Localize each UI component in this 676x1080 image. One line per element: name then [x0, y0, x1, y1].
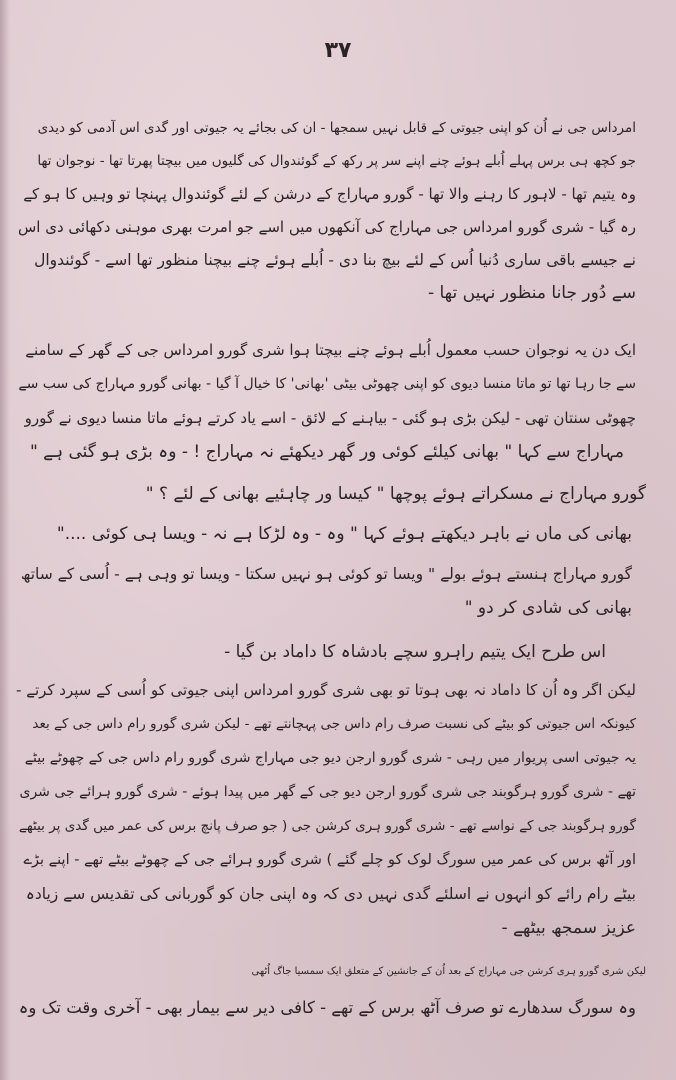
text-line-15: اس طرح ایک یتیم راہرو سچے بادشاہ کا داماد بن گیا - [224, 642, 606, 662]
text-line-23: عزیز سمجھ بیٹھے - [501, 918, 636, 938]
text-line-25: وہ سورگ سدھارے تو صرف آٹھ برس کے تھے - کافی دیر سے بیمار بھی - آخری وقت تک وہ [18, 998, 636, 1017]
text-line-14: بھانی کی شادی کر دو " [464, 598, 632, 618]
text-line-2: جو کچھ ہی برس پہلے اُبلے ہوئے چنے اپنے سر پر رکھ کے گوئندوال کی گلیوں میں بیچتا پھرتا تھا - نوجوان تھا [37, 153, 636, 169]
text-line-4: رہ گیا - شری گورو امرداس جی مہاراج کی آنکھوں میں اسے جو امرت بھری موہنی دکھائی دی اس [17, 218, 636, 236]
text-line-18: یہ جیوتی اسی پریوار میں رہی - شری گورو ارجن دیو جی مہاراج شری گورو رام داس جی کے چھوٹے بیٹے [24, 750, 636, 766]
page-number: ۳۷ [324, 38, 352, 63]
page-binding-edge [0, 0, 10, 1080]
text-line-20: گورو ہرگوبند جی کے نواسے تھے - شری گورو ہری کرشن جی ( جو صرف پانچ برس کی عمر میں گدی پر بیٹھے [18, 818, 636, 834]
text-line-19: تھے - شری گورو ہرگوبند جی شری گورو ارجن دیو جی کے گھر میں پیدا ہوئے - شری گورو ہرائے جی شری [19, 784, 636, 800]
text-line-10: مہاراج سے کہا " بھانی کیلئے کوئی ور گھر دیکھئے نہ مہاراج ! - وہ بڑی ہو گئی ہے " [29, 442, 624, 462]
text-line-7: ایک دن یہ نوجوان حسب معمول اُبلے ہوئے چنے بیچتا ہوا شری گورو امرداس جی کے گھر کے سامنے [25, 341, 636, 359]
text-line-8: سے جا رہا تھا تو ماتا منسا دیوی کو اپنی چھوٹی بیٹی 'بھانی' کا خیال آ گیا - بھانی گورو مہاراج کی سب سے [18, 376, 636, 392]
text-line-3: وہ یتیم تھا - لاہور کا رہنے والا تھا - گورو مہاراج کے درشن کے لئے گوئندوال پہنچا تو وہیں کا ہو کے [23, 185, 636, 203]
text-line-9: چھوٹی سنتان تھی - لیکن بڑی ہو گئی - بیاہنے کے لائق - اسے یاد کرتے ہوئے ماتا منسا دیوی نے گورو [24, 409, 636, 427]
text-line-24: لیکن شری گورو ہری کرشن جی مہاراج کے بعد اُن کے جانشین کے متعلق ایک سمسیا جاگ اُٹھی [251, 966, 646, 977]
text-line-6: سے دُور جانا منظور نہیں تھا - [427, 283, 636, 303]
text-line-17: کیونکہ اس جیوتی کو بیٹے کی نسبت صرف رام داس جی پہچانتے تھے - لیکن شری گورو رام داس جی کے بعد [32, 716, 636, 732]
text-line-16: لیکن اگر وہ اُن کا داماد نہ بھی ہوتا تو بھی شری گورو امرداس اپنی جیوتی کو اُسی کے سپرد کرتے - [15, 681, 636, 699]
text-line-11: گورو مہاراج نے مسکراتے ہوئے پوچھا " کیسا ور چاہئیے بھانی کے لئے ؟ " [145, 484, 646, 504]
text-line-5: نے جیسے باقی ساری دُنیا اُس کے لئے بیچ بنا دی - اُبلے ہوئے چنے بیچنا منظور تھا اسے - گوئندوال [34, 251, 636, 269]
text-line-13: گورو مہاراج ہنستے ہوئے بولے " ویسا تو کوئی ہو نہیں سکتا - ویسا تو وہی ہے - اُسی کے ساتھ [20, 565, 632, 583]
text-line-22: بیٹے رام رائے کو انہوں نے اسلئے گدی نہیں دی کہ وہ اپنی جان کو گوربانی کی تقدیس سے زیادہ [25, 885, 636, 903]
text-line-21: اور آٹھ برس کی عمر میں سورگ لوک کو چلے گئے ) شری گورو ہرائے جی کے چھوٹے بیٹے تھے - اپنے بڑے [23, 852, 636, 868]
text-line-1: امرداس جی نے اُن کو اپنی جیوتی کے قابل نہیں سمجھا - ان کی بجائے یہ جیوتی اور گدی اس آدمی کو دیدی [37, 120, 636, 136]
text-line-12: بھانی کی ماں نے باہر دیکھتے ہوئے کہا " وہ - وہ لڑکا ہے نہ - ویسا ہی کوئی ...." [56, 524, 632, 544]
